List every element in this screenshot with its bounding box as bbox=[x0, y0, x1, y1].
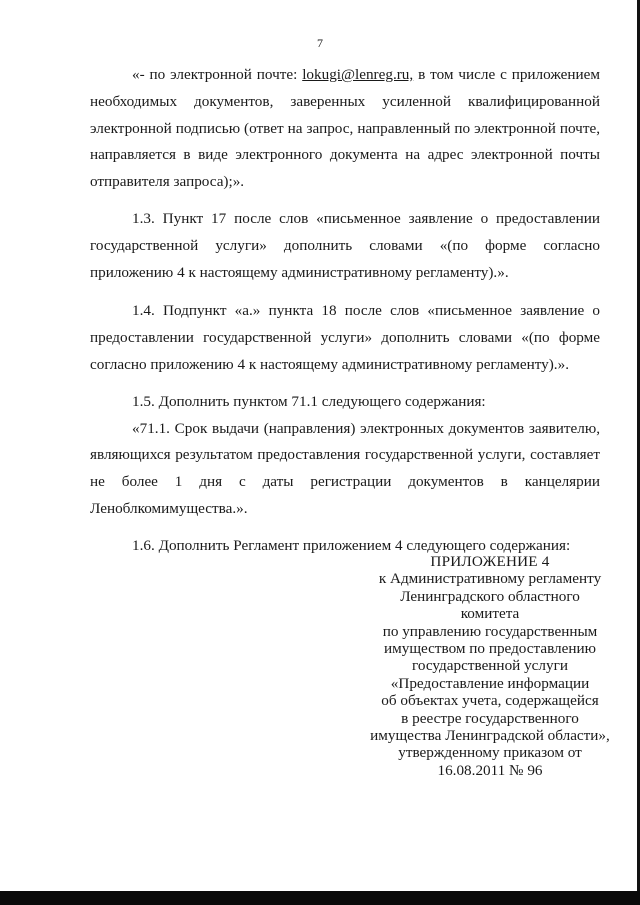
appendix-title: ПРИЛОЖЕНИЕ 4 bbox=[430, 553, 550, 570]
paragraph-71-1: «71.1. Срок выдачи (направления) электронных документов заявителю, являющихся результатом предоставления государственной услуги, составляет не более 1 дня с даты регистрации документов в канцелярии bbox=[90, 419, 600, 491]
appendix-line: Ленинградского областного bbox=[400, 587, 580, 605]
appendix-line: комитета bbox=[460, 605, 520, 623]
email-link[interactable]: lokugi@lenreg.ru, bbox=[302, 66, 414, 83]
appendix-line: в реестре государственного bbox=[401, 709, 579, 727]
paragraph-email-delivery bbox=[90, 62, 600, 196]
paragraph-71-1-end: Леноблкомимущества.». bbox=[90, 499, 248, 517]
paragraph-email-suffix: в том числе с приложением необходимых документов, заверенных усиленной квалифицированной электронной подписью (ответ на запрос, направленный по электронной почте, направляется в виде электронного документа на адрес электронной почты отправителя запроса);». bbox=[90, 66, 600, 191]
appendix-line: государственной услуги bbox=[412, 657, 568, 675]
paragraph-1-6: 1.6. Дополнить Регламент приложением 4 следующего содержания: bbox=[132, 536, 571, 554]
appendix-line: 16.08.2011 № 96 bbox=[437, 761, 543, 779]
paragraph-1-5: 1.5. Дополнить пунктом 71.1 следующего содержания: bbox=[132, 392, 486, 410]
appendix-line: «Предоставление информации bbox=[390, 674, 590, 692]
document-body bbox=[90, 62, 600, 560]
appendix-line: по управлению государственным bbox=[382, 622, 598, 640]
appendix-line: имуществом по предоставлению bbox=[384, 640, 596, 658]
page-number: 7 bbox=[317, 36, 323, 50]
appendix-line: утвержденному приказом от bbox=[398, 744, 582, 762]
scan-edge-bottom bbox=[0, 891, 640, 905]
paragraph-email-prefix: «- по электронной почте: bbox=[132, 66, 303, 83]
appendix-line: имущества Ленинградской области», bbox=[370, 727, 610, 745]
appendix-header bbox=[340, 553, 640, 779]
appendix-line: об объектах учета, содержащейся bbox=[381, 692, 599, 710]
paragraph-1-4: 1.4. Подпункт «а.» пункта 18 после слов «письменное заявление о предоставлении государственной услуги» дополнить словами «(по форме согласно приложению 4 к настоящему административному регламенту).». bbox=[90, 302, 600, 373]
paragraph-1-3: 1.3. Пункт 17 после слов «письменное заявление о предоставлении государственной услуги» дополнить словами «(по форме согласно приложению 4 к настоящему административному регламенту).». bbox=[90, 209, 600, 281]
appendix-line: к Административному регламенту bbox=[378, 570, 602, 588]
